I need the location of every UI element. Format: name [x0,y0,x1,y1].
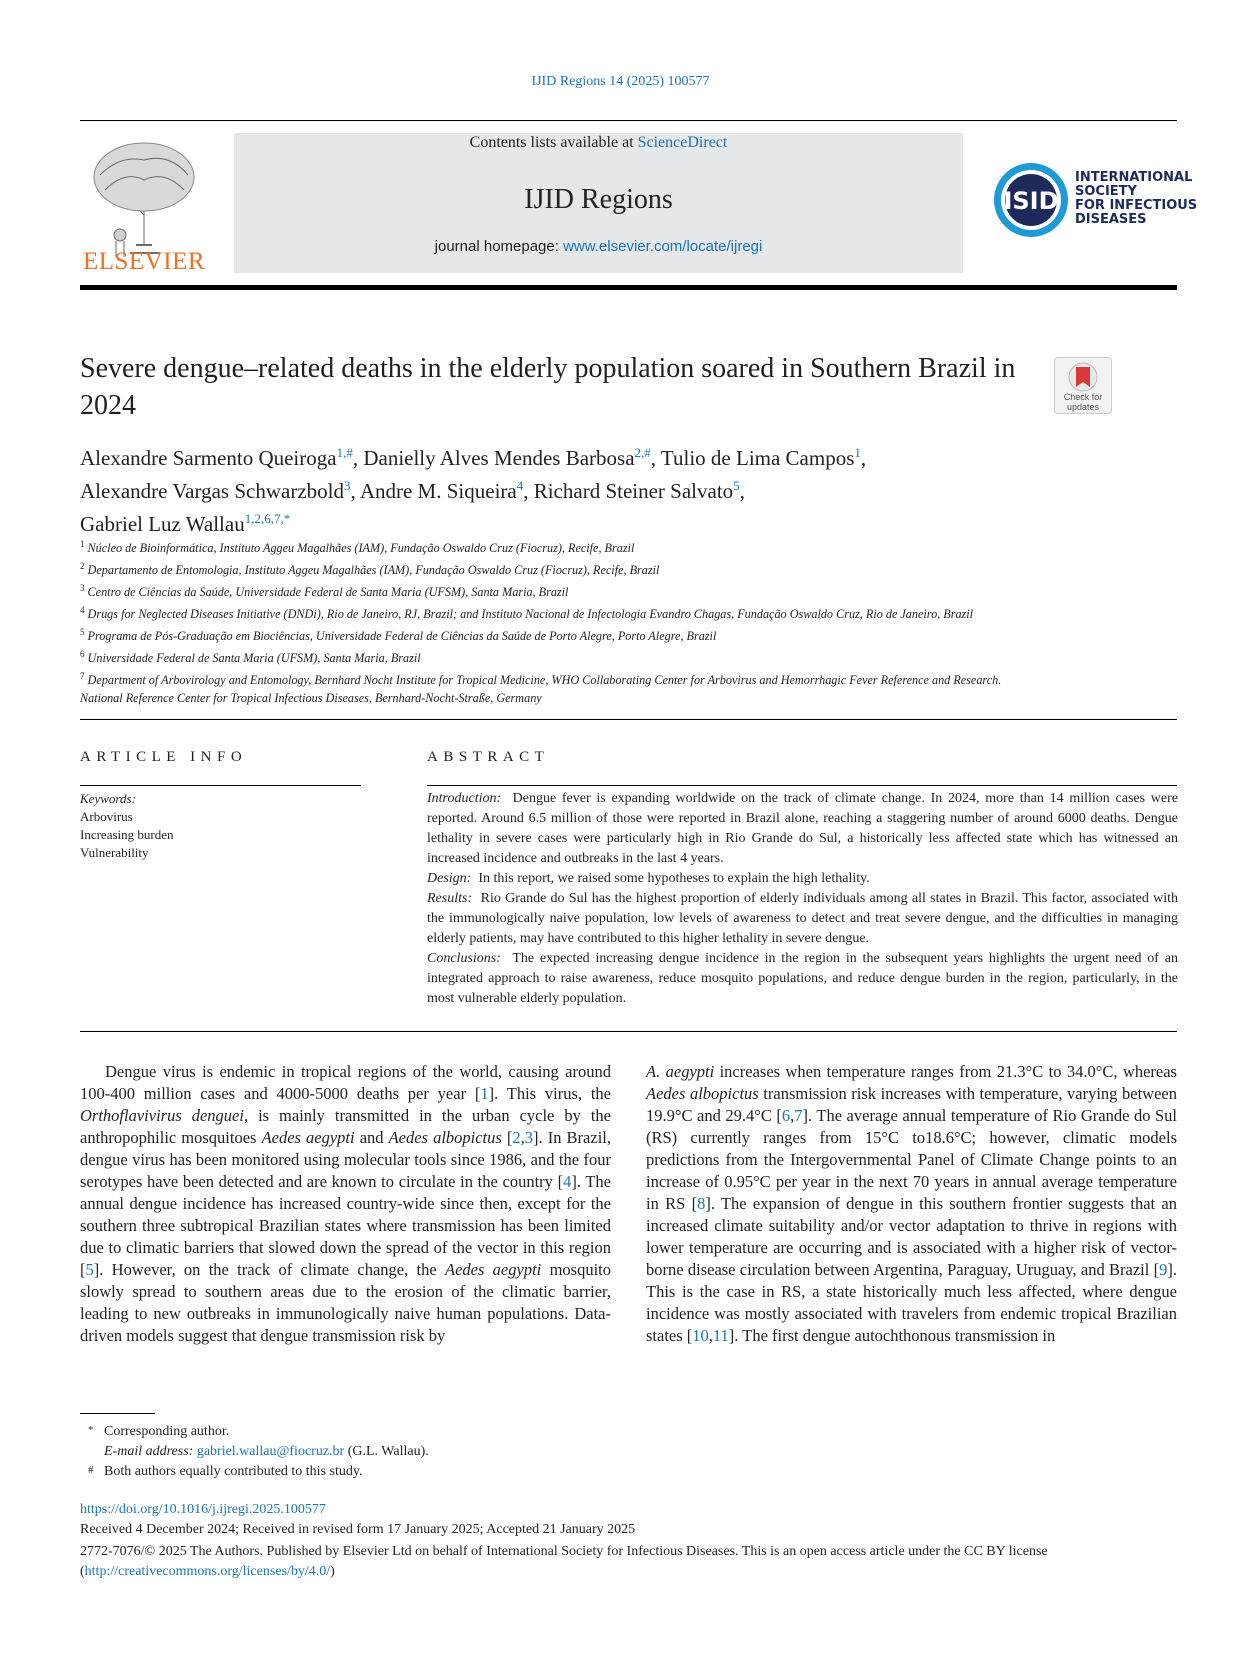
italic-term: Orthoflavivirus denguei, [80,1106,249,1125]
body-text: ]. The annual dengue incidence has increased country-wide since then, except for the southern three subtropical Brazilian states where transmission has been limited due to climatic barriers that slowed down the spread of the vector in this region [ [80,1172,611,1279]
body-text: ]. In Brazil, dengue virus has been monitored using molecular tools since 1986, and the four serotypes have been detected and are known to circulate in the country [ [80,1128,611,1191]
license-statement: 2772-7076/© 2025 The Authors. Published by Elsevier Ltd on behalf of International Society for Infectious Diseases. This is an open access article under the CC BY license (http://creativecommons.org/licenses/by/4.0/) [80,1544,1048,1579]
abstract-heading: ABSTRACT [427,749,550,765]
author-list: Alexandre Sarmento Queiroga$^{1,\#}$, Danielly Alves Mendes Barbosa$^{2,\#}$, Tulio de Lima Campos$^1$, Alexandre Vargas Schwarzbold$^3$, Andre M. Siqueira$^4$, Richard Steiner Salvato$^5$, Gabriel Luz Wallau$^{1,2,6,7,*}$ [80,445,867,536]
citation-link[interactable]: 11 [712,1326,729,1345]
italic-term: Aedes albopictus [388,1128,502,1147]
journal-reference[interactable]: IJID Regions 14 (2025) 100577 [531,74,710,89]
citation-link[interactable]: 2 [512,1128,521,1147]
article-title: Severe dengue–related deaths in the elderly population soared in Southern Brazil in 2024 [80,353,1016,421]
author[interactable]: Alexandre Vargas Schwarzbold [80,479,344,503]
author[interactable]: Gabriel Luz Wallau [80,512,245,536]
divider [427,785,1177,786]
body-paragraph [80,1061,611,1347]
body-text: , [790,1106,795,1125]
body-text: transmission risk increases with temperature, varying between 19.9°C and 29.4°C [ [646,1084,1177,1125]
isid-abbrev: ISID [1003,187,1059,215]
abstract-results: Results: Rio Grande do Sul has the highest proportion of elderly individuals among all states in Brazil. This factor, associated with the immunologically naive population, low levels of awareness to detect and treat severe dengue, and the difficulties in managing elderly patients, may have contributed to this higher lethality in severe dengue. [427,891,1179,946]
body-text: , [708,1326,713,1345]
body-text: ]. The first dengue autochthonous transmission in [728,1326,1056,1345]
corresponding-author-note: * Corresponding author. [88,1424,230,1439]
affiliation: $^2$ Departamento de Entomologia, Instituto Aggeu Magalhães (IAM), Fundação Oswaldo Cruz (Fiocruz), Recife, Brazil [80,561,660,578]
affiliation: $^5$ Programa de Pós-Graduação em Biociências, Universidade Federal de Ciências da Saúde de Porto Alegre, Porto Alegre, Brazil [80,627,717,644]
doi-link[interactable]: https://doi.org/10.1016/j.ijregi.2025.100577 [80,1502,326,1517]
affiliation: $^6$ Universidade Federal de Santa Maria (UFSM), Santa Maria, Brazil [80,649,421,666]
body-text: increases when temperature ranges from 21.3°C to 34.0°C, whereas [714,1062,1177,1081]
body-text: ]. The average annual temperature of Rio Grande do Sul (RS) currently ranges from 15°C to18.6°C; however, climatic models predictions from the Intergovernmental Panel of Climate Change points to an increase of 0.95°C per year in the next 70 years in annual average temperature in RS [ [646,1106,1178,1213]
body-text: is mainly transmitted in the urban cycle by the anthropophilic mosquitoes [80,1106,611,1147]
italic-term: Aedes aegypti [261,1128,355,1147]
journal-header-band [234,133,963,273]
author[interactable]: Tulio de Lima Campos [660,446,855,470]
keywords-label: Keywords: [80,791,136,806]
keyword: Vulnerability [80,845,149,860]
italic-term: Aedes albopictus [646,1084,759,1103]
sciencedirect-link[interactable]: ScienceDirect [637,134,728,151]
citation-link[interactable]: 5 [85,1260,94,1279]
journal-name: IJID Regions [524,184,673,215]
email-note: E-mail address: gabriel.wallau@fiocruz.br (G.L. Wallau). [104,1444,429,1459]
footnotes [80,1422,880,1482]
citation-link[interactable]: 1 [480,1084,489,1103]
body-text: ]. The expansion of dengue in this southern frontier suggests that an increased climate suitability and/or vector adaptation to thrive in regions with lower temperature are occurring and is associated with a higher risk of vector-borne disease circulation between Argentina, Paraguay, Uruguay, and Brazil [ [646,1194,1177,1279]
header-divider [80,285,1177,290]
isid-society-name: INTERNATIONAL SOCIETY FOR INFECTIOUS DISEASES [1075,170,1198,227]
abstract-introduction: Introduction: Dengue fever is expanding worldwide on the track of climate change. In 2024, more than 14 million cases were reported. Around 6.5 million of those were reported in Brazil alone, reaching a staggering number of around 6000 deaths. Dengue lethality in severe cases were particularly high in Rio Grande do Sul, a historically less affected state which has witnessed an increased incidence and outbreaks in the last 4 years. [427,791,1178,866]
body-column-left [80,1061,611,1347]
body-text: [ [501,1128,513,1147]
body-text: mosquito slowly spread to southern areas due to the erosion of the climatic barrier, leading to new outbreaks in immunologically naive human populations. Data-driven models suggest that dengue transmission risk by [80,1260,611,1345]
body-text: ]. However, on the track of climate change, the [93,1260,445,1279]
affiliation: $^7$ Department of Arbovirology and Entomology, Bernhard Nocht Institute for Tropical Medicine, WHO Collaborating Center for Arbovirus and Hemorrhagic Fever Reference and Research. National Reference Center for Tropical Infectious Diseases, Bernhard-Nocht-Straße, Germany [80,671,1002,706]
homepage-link[interactable]: www.elsevier.com/locate/ijregi [563,238,763,255]
abstract-body [427,789,1178,1009]
abstract-conclusions: Conclusions: The expected increasing dengue incidence in the region in the subsequent years highlights the urgent need of an integrated approach to raise awareness, reduce mosquito populations, and reduce dengue burden in the region, particularly, in the most vulnerable elderly population. [427,951,1178,1006]
italic-term: A. aegypti [646,1062,715,1081]
keyword: Increasing burden [80,827,174,842]
citation-link[interactable]: 8 [697,1194,706,1213]
body-text: ]. This is the case in RS, a state historically much less affected, where dengue incidence was mostly associated with travelers from endemic tropical Brazilian states [ [646,1260,1177,1345]
elsevier-wordmark: ELSEVIER [82,248,206,275]
body-text: Dengue virus is endemic in tropical regions of the world, causing around 100-400 million cases and 4000-5000 deaths per year [ [80,1062,611,1103]
affiliation: $^4$ Drugs for Neglected Diseases Initiative (DNDi), Rio de Janeiro, RJ, Brazil; and Instituto Nacional de Infectologia Evandro Chagas, Fundação Oswaldo Cruz, Rio de Janeiro, Brazil [80,605,974,622]
body-paragraph [646,1061,1177,1347]
affiliation: $^3$ Centro de Ciências da Saúde, Universidade Federal de Santa Maria (UFSM), Santa Maria, Brazil [80,583,569,600]
divider [80,1031,1177,1032]
keyword: Arbovirus [80,809,133,824]
italic-term: Aedes aegypti [444,1260,542,1279]
divider [80,719,1177,720]
keywords-block [80,790,360,862]
received-dates: Received 4 December 2024; Received in revised form 17 January 2025; Accepted 21 January 2025 [80,1522,636,1537]
check-for-updates-label: Check for updates [1063,392,1103,412]
footnote-divider [80,1413,155,1414]
body-text: and [354,1128,389,1147]
equal-contribution-note: # Both authors equally contributed to this study. [88,1464,363,1479]
affiliation-list [80,535,1040,707]
body-text: ]. This virus, the [488,1084,611,1103]
body-text: , [520,1128,525,1147]
author[interactable]: Richard Steiner Salvato [533,479,734,503]
citation-link[interactable]: 10 [692,1326,709,1345]
email-link[interactable]: gabriel.wallau@fiocruz.br [196,1444,345,1459]
citation-link[interactable]: 6 [781,1106,791,1125]
author[interactable]: Alexandre Sarmento Queiroga [80,446,337,470]
citation-link[interactable]: 4 [563,1172,572,1191]
author[interactable]: Danielly Alves Mendes Barbosa [363,446,635,470]
license-link[interactable]: http://creativecommons.org/licenses/by/4.0/ [84,1564,331,1579]
article-info-heading: ARTICLE INFO [80,749,248,765]
abstract-design: Design: In this report, we raised some hypotheses to explain the high lethality. [427,871,870,886]
citation-link[interactable]: 7 [794,1106,803,1125]
citation-link[interactable]: 3 [524,1128,534,1147]
author[interactable]: Andre M. Siqueira [359,479,517,503]
affiliation: $^1$ Núcleo de Bioinformática, Instituto Aggeu Magalhães (IAM), Fundação Oswaldo Cruz (Fiocruz), Recife, Brazil [80,539,635,556]
homepage-line: journal homepage: www.elsevier.com/locate/ijregi [434,238,763,255]
citation-link[interactable]: 9 [1159,1260,1168,1279]
body-column-right [646,1061,1177,1347]
contents-line: Contents lists available at ScienceDirect [469,134,728,151]
divider [80,120,1177,121]
divider [80,785,361,786]
